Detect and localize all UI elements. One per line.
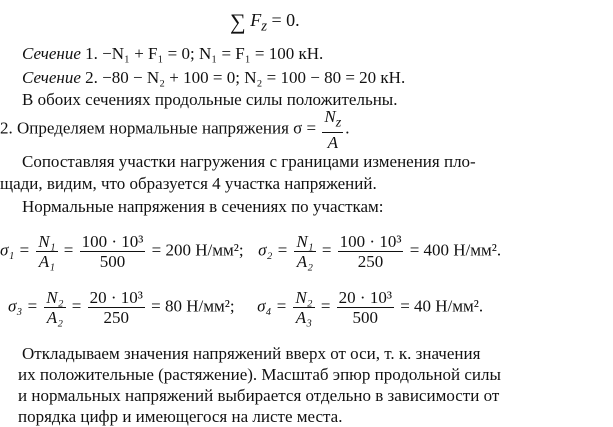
section-2-label: Сечение <box>22 68 81 87</box>
para-1-line-2: щади, видим, что образуется 4 участка напряжений. <box>0 174 377 193</box>
stress-formula-row-2: σ₃ = $\frac{\text{N₂}}{\text{A₂}}$ = $\frac{\text{20 · 10³}}{250}$ = 80 Н/мм²; σ₄ = $\frac{\text{N₂}}{\text{A₃}}$ = $\frac{\text{20 · 10³}}{500}$ = 40 Н/мм². <box>8 288 484 327</box>
stress-formula-numerator: $N_z$ <box>324 107 342 131</box>
sigma-2-result: = 400 Н/мм². <box>409 240 502 260</box>
section-2-line <box>22 68 405 88</box>
sum-symbol: ∑ <box>230 9 246 34</box>
para-1-line-1: Сопоставляя участки нагружения с границами изменения пло- <box>22 152 476 171</box>
sigma-1-lhs: σ₁ = <box>0 240 31 260</box>
stress-formula-row-1: σ₁ = $\frac{\text{N₁}}{\text{A₁}}$ = $\frac{\text{100 · 10³}}{500}$ = 200 Н/мм²; σ₂ = $\frac{\text{N₁}}{\text{A₂}}$ = $\frac{\text{100 · 10³}}{250}$ = 400 Н/мм². <box>0 232 502 271</box>
stress-formula-fraction <box>322 107 343 152</box>
sigma-1-result: = 200 Н/мм²; <box>151 240 244 260</box>
equilibrium-equation <box>230 10 300 37</box>
section-1-text: 1. −N₁ + F₁ = 0; N₁ = F₁ = 100 кН. <box>80 44 324 63</box>
section-2-text: 2. −80 − N₂ + 100 = 0; N₂ = 100 − 80 = 20 кН. <box>80 68 406 87</box>
sigma-3-lhs: σ₃ = <box>8 296 39 316</box>
stress-formula-denominator: A <box>322 132 343 152</box>
step-2-line <box>0 107 350 152</box>
para-3-line-2: их положительные (растяжение). Масштаб эпюр продольной силы <box>18 365 501 384</box>
sigma-4-symbolic: $\frac{\text{N₂}}{\text{A₃}}$ <box>295 288 313 327</box>
para-3-line-4: порядка цифр и имеющегося на листе места. <box>18 407 343 426</box>
sigma-1-numeric: $\frac{\text{100 · 10³}}{500}$ <box>81 232 144 271</box>
sigma-4-numeric: $\frac{\text{20 · 10³}}{500}$ <box>338 288 392 327</box>
para-3-line-3: и нормальных напряжений выбирается отдельно в зависимости от <box>18 386 500 405</box>
force-sub: z <box>261 18 268 35</box>
sigma-2-symbolic: $\frac{\text{N₁}}{\text{A₂}}$ <box>296 232 314 271</box>
sigma-3-result: = 80 Н/мм²; <box>151 296 235 316</box>
section-1-label: Сечение <box>22 44 81 63</box>
force-var: F <box>250 10 262 30</box>
section-1-line <box>22 44 323 64</box>
sigma-1-symbolic: $\frac{\text{N₁}}{\text{A₁}}$ <box>38 232 56 271</box>
sigma-3-numeric: $\frac{\text{20 · 10³}}{250}$ <box>89 288 143 327</box>
step-2-end: . <box>345 118 350 138</box>
sigma-4-result: = 40 Н/мм². <box>400 296 484 316</box>
para-3-line-1: Откладываем значения напряжений вверх от оси, т. к. значения <box>22 344 481 363</box>
sigma-4-lhs: σ₄ = <box>257 296 288 316</box>
sigma-3-symbolic: $\frac{\text{N₂}}{\text{A₂}}$ <box>46 288 64 327</box>
sigma-2-numeric: $\frac{\text{100 · 10³}}{250}$ <box>339 232 402 271</box>
para-2: Нормальные напряжения в сечениях по участкам: <box>22 197 384 216</box>
both-sections-text: В обоих сечениях продольные силы положительны. <box>22 90 398 109</box>
step-2-prefix: 2. Определяем нормальные напряжения σ = <box>0 118 317 138</box>
equation-rest: = 0. <box>267 10 300 30</box>
sigma-2-lhs: σ₂ = <box>258 240 289 260</box>
